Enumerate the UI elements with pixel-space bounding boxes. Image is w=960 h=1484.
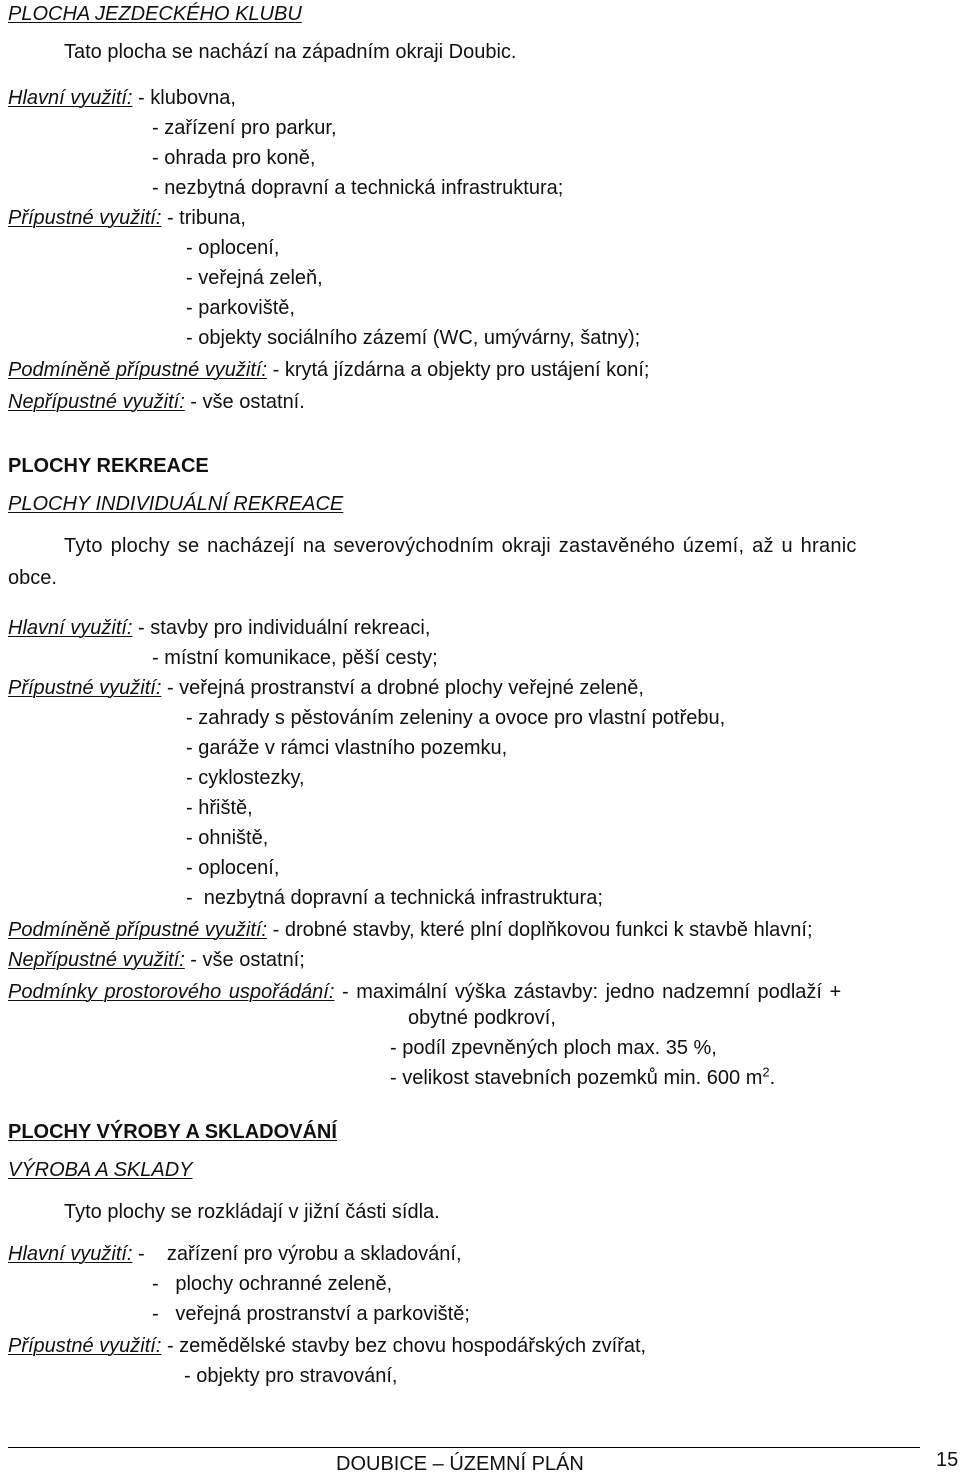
main-use-item: - zařízení pro parkur, (152, 117, 337, 139)
forbidden-use-row (8, 390, 305, 414)
permitted-use-label: Přípustné využití: (8, 677, 162, 699)
spatial-conditions-label: Podmínky prostorového uspořádání: (8, 981, 335, 1003)
conditional-use-text: - drobné stavby, které plní doplňkovou funkci k stavbě hlavní; (267, 919, 813, 941)
permitted-use-item: - veřejná zeleň, (186, 267, 323, 289)
subsection-heading-vyroba-sklady: VÝROBA A SKLADY (8, 1159, 193, 1181)
section-intro: Tato plocha se nachází na západním okraji Doubic. (64, 41, 517, 63)
main-use-item: - plochy ochranné zeleně, (152, 1273, 393, 1295)
section-intro-line: obce. (8, 567, 57, 589)
footer-title: DOUBICE – ÚZEMNÍ PLÁN (336, 1453, 584, 1475)
spatial-conditions-continuation: obytné podkroví, (408, 1007, 556, 1029)
permitted-use-item: - cyklostezky, (186, 767, 305, 789)
main-use-first-item: - stavby pro individuální rekreaci, (132, 617, 431, 639)
page-number: 15 (936, 1449, 959, 1471)
spatial-conditions-row (8, 980, 841, 1004)
permitted-use-label: Přípustné využití: (8, 207, 162, 229)
conditional-use-text: - krytá jízdárna a objekty pro ustájení koní; (267, 359, 650, 381)
plot-size-text: - velikost stavebních pozemků min. 600 m (390, 1067, 763, 1089)
footer-divider (8, 1447, 920, 1448)
forbidden-use-label: Nepřípustné využití: (8, 391, 185, 413)
forbidden-use-row (8, 948, 305, 972)
main-use-label: Hlavní využití: (8, 617, 133, 639)
section-heading-rekreace: PLOCHY REKREACE (8, 455, 209, 477)
conditional-use-label: Podmíněně přípustné využití: (8, 919, 268, 941)
forbidden-use-text: - vše ostatní; (184, 949, 305, 971)
main-use-first-item: - zařízení pro výrobu a skladování, (132, 1243, 462, 1265)
forbidden-use-label: Nepřípustné využití: (8, 949, 185, 971)
plot-size-period: . (769, 1067, 776, 1089)
conditional-use-row (8, 918, 813, 942)
forbidden-use-text: - vše ostatní. (184, 391, 305, 413)
main-use-label: Hlavní využití: (8, 1243, 133, 1265)
permitted-use-item: - nezbytná dopravní a technická infrastruktura; (186, 887, 603, 909)
permitted-use-row (8, 206, 246, 230)
main-use-item: - místní komunikace, pěší cesty; (152, 647, 438, 669)
permitted-use-first-item: - veřejná prostranství a drobné plochy veřejné zeleně, (161, 677, 644, 699)
permitted-use-first-item: - zemědělské stavby bez chovu hospodářských zvířat, (161, 1335, 647, 1357)
spatial-conditions-first-item: - maximální výška zástavby: jedno nadzemní podlaží + (334, 981, 842, 1003)
spatial-conditions-item (390, 1066, 775, 1090)
permitted-use-item: - parkoviště, (186, 297, 295, 319)
square-superscript: 2 (762, 1064, 770, 1080)
permitted-use-item: - ohniště, (186, 827, 269, 849)
main-use-label: Hlavní využití: (8, 87, 133, 109)
permitted-use-label: Přípustné využití: (8, 1335, 162, 1357)
permitted-use-item: - hřiště, (186, 797, 253, 819)
permitted-use-item: - oplocení, (186, 237, 280, 259)
permitted-use-row (8, 676, 644, 700)
permitted-use-first-item: - tribuna, (161, 207, 246, 229)
permitted-use-item: - objekty pro stravování, (184, 1365, 398, 1387)
main-use-row (8, 86, 236, 110)
spatial-conditions-item: - podíl zpevněných ploch max. 35 %, (390, 1037, 717, 1059)
main-use-item: - nezbytná dopravní a technická infrastruktura; (152, 177, 564, 199)
conditional-use-row (8, 358, 649, 382)
main-use-first-item: - klubovna, (132, 87, 236, 109)
main-use-row (8, 616, 430, 640)
main-use-item: - ohrada pro koně, (152, 147, 316, 169)
conditional-use-label: Podmíněně přípustné využití: (8, 359, 268, 381)
main-use-row (8, 1242, 462, 1266)
section-heading-vyroba-skladovani: PLOCHY VÝROBY A SKLADOVÁNÍ (8, 1121, 337, 1143)
permitted-use-item: - garáže v rámci vlastního pozemku, (186, 737, 508, 759)
permitted-use-row (8, 1334, 646, 1358)
section-title-jezdecky-klub: PLOCHA JEZDECKÉHO KLUBU (8, 3, 302, 25)
main-use-item: - veřejná prostranství a parkoviště; (152, 1303, 470, 1325)
permitted-use-item: - objekty sociálního zázemí (WC, umývárny, šatny); (186, 327, 641, 349)
permitted-use-item: - zahrady s pěstováním zeleniny a ovoce pro vlastní potřebu, (186, 707, 726, 729)
subsection-heading-individualni-rekreace: PLOCHY INDIVIDUÁLNÍ REKREACE (8, 493, 344, 515)
section-intro: Tyto plochy se rozkládají v jižní části sídla. (64, 1201, 440, 1223)
permitted-use-item: - oplocení, (186, 857, 280, 879)
section-intro-line: Tyto plochy se nacházejí na severovýchodním okraji zastavěného území, až u hranic (64, 535, 857, 557)
